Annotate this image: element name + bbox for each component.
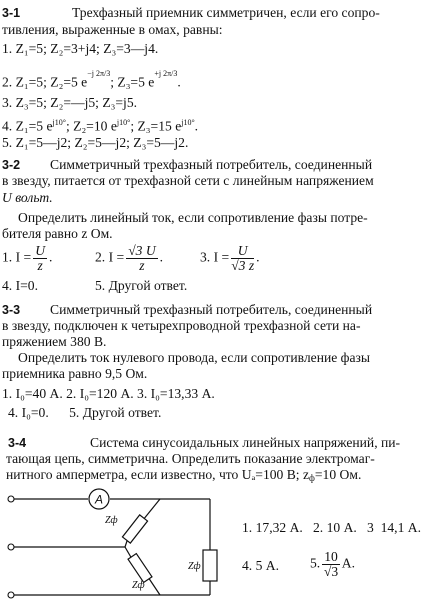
numerator: √3 U — [128, 243, 156, 258]
option-label: 5. — [310, 555, 321, 571]
problem-3-1 — [0, 0, 448, 150]
problem-text-line: Симметричный трехфазный потребитель, соединенный — [50, 302, 373, 317]
option-text: А. — [341, 555, 356, 571]
fraction — [126, 244, 157, 273]
problem-3-3 — [0, 295, 448, 430]
answer-option-5 — [310, 550, 355, 579]
problem-text-line: пряжением 380 В. — [2, 334, 107, 349]
exponent: +j 2π/3 — [154, 69, 178, 78]
problem-text-line: тающая цепь, симметрична. Определить показание электромаг- — [6, 451, 375, 466]
denominator: z — [139, 258, 145, 273]
option-label: 2. I = — [95, 249, 125, 265]
problem-text-line: Определить ток нулевого провода, если сопротивление фазы — [18, 350, 371, 365]
problem-text-line: приемника равно 9,5 Ом. — [2, 366, 148, 381]
problem-text-line: в звезду, подключен к четырехпроводной трехфазной сети на- — [2, 318, 361, 333]
option-label: 3. I = — [200, 249, 230, 265]
problem-text-line: бителя равно z Ом. — [2, 226, 113, 241]
problem-text-line: Симметричный трехфазный потребитель, соединенный — [50, 157, 373, 172]
problem-text-line — [6, 467, 361, 486]
resistor-icon — [203, 550, 217, 581]
option-text: ; Z₃=15 e — [130, 118, 182, 134]
answer-option-5: 5. Z₁=5—j2; Z₂=5—j2; Z₃=5—j2. — [2, 135, 189, 150]
numerator: U — [231, 244, 254, 259]
answer-options-row-1: 1. 17,32 А. 2. 10 А. 3 14,1 А. — [242, 520, 421, 535]
ammeter-label: A — [94, 492, 104, 507]
problem-text-line: Система синусоидальных линейных напряжений, пи- — [90, 435, 401, 450]
answer-option-1: 1. Z₁=5; Z₂=3+j4; Z₃=3—j4. — [2, 41, 159, 56]
problem-number: 3-3 — [2, 303, 21, 317]
impedance-label: Zф — [188, 561, 201, 572]
option-text: ; Z₃=5 e — [110, 74, 155, 90]
option-text: 2. Z₁=5; Z₂=5 e — [2, 74, 88, 90]
answer-option-4: 4. I=0. — [2, 278, 38, 293]
answer-option-2 — [2, 71, 181, 90]
problem-number: 3-2 — [2, 158, 21, 172]
option-text: . — [49, 249, 53, 265]
denominator: z — [37, 258, 43, 273]
numerator: 10 — [324, 549, 338, 564]
exponent: j10° — [116, 118, 131, 127]
text: =10 Ом. — [314, 467, 362, 482]
problem-text-line: Трехфазный приемник симметричен, если его сопро- — [72, 5, 380, 20]
problem-text-line: Определить линейный ток, если сопротивление фазы потре- — [18, 210, 368, 225]
option-label: 1. I = — [2, 249, 32, 265]
denominator: √3 — [323, 564, 339, 579]
terminal-icon — [8, 496, 14, 598]
answer-options-row-2: 4. I₀=0. 5. Другой ответ. — [8, 405, 162, 420]
exponent: j10° — [52, 118, 66, 127]
answer-option-3: 3. Z₃=5; Z₂=—j5; Z₃=j5. — [2, 95, 138, 110]
impedance-label: Zф — [105, 515, 118, 526]
problem-text-line: в звезду, питается от трехфазной сети с линейным напряжением — [2, 173, 374, 188]
text: нитного амперметра, если известно, что Uₐ=100 В; z — [6, 467, 310, 482]
option-text: . — [177, 74, 181, 90]
problem-3-2 — [0, 150, 448, 295]
denominator: √3 z — [231, 258, 255, 273]
impedance-label: Zф — [132, 580, 145, 591]
subscript: ф — [309, 473, 315, 483]
answer-option-1 — [2, 244, 52, 273]
answer-option-4: 4. 5 А. — [242, 558, 280, 573]
resistor-icon — [122, 515, 147, 543]
exponent: j10° — [181, 118, 195, 127]
answer-option-4 — [2, 115, 198, 134]
option-text: . — [159, 249, 164, 265]
resistor-icon — [128, 554, 152, 583]
circuit-diagram — [0, 485, 240, 609]
option-text: ; Z₂=10 e — [65, 118, 117, 134]
fraction — [33, 244, 47, 273]
exponent: −j 2π/3 — [87, 69, 111, 78]
option-text: . — [256, 249, 260, 265]
answer-options-row-1: 1. I₀=40 А. 2. I₀=120 А. 3. I₀=13,33 А. — [2, 386, 215, 401]
answer-option-5: 5. Другой ответ. — [95, 278, 188, 293]
problem-text-line: тивления, выраженные в омах, равны: — [2, 22, 223, 37]
answer-option-3 — [200, 244, 260, 273]
numerator: U — [35, 243, 46, 258]
option-text: . — [194, 118, 199, 134]
option-text: 4. Z₁=5 e — [2, 118, 53, 134]
answer-option-2 — [95, 244, 163, 273]
problem-number: 3-1 — [2, 6, 21, 20]
fraction — [322, 550, 340, 579]
fraction — [231, 244, 254, 273]
problem-3-4 — [0, 430, 448, 609]
problem-text-line: U вольт. — [2, 190, 53, 205]
problem-number: 3-4 — [8, 436, 27, 450]
